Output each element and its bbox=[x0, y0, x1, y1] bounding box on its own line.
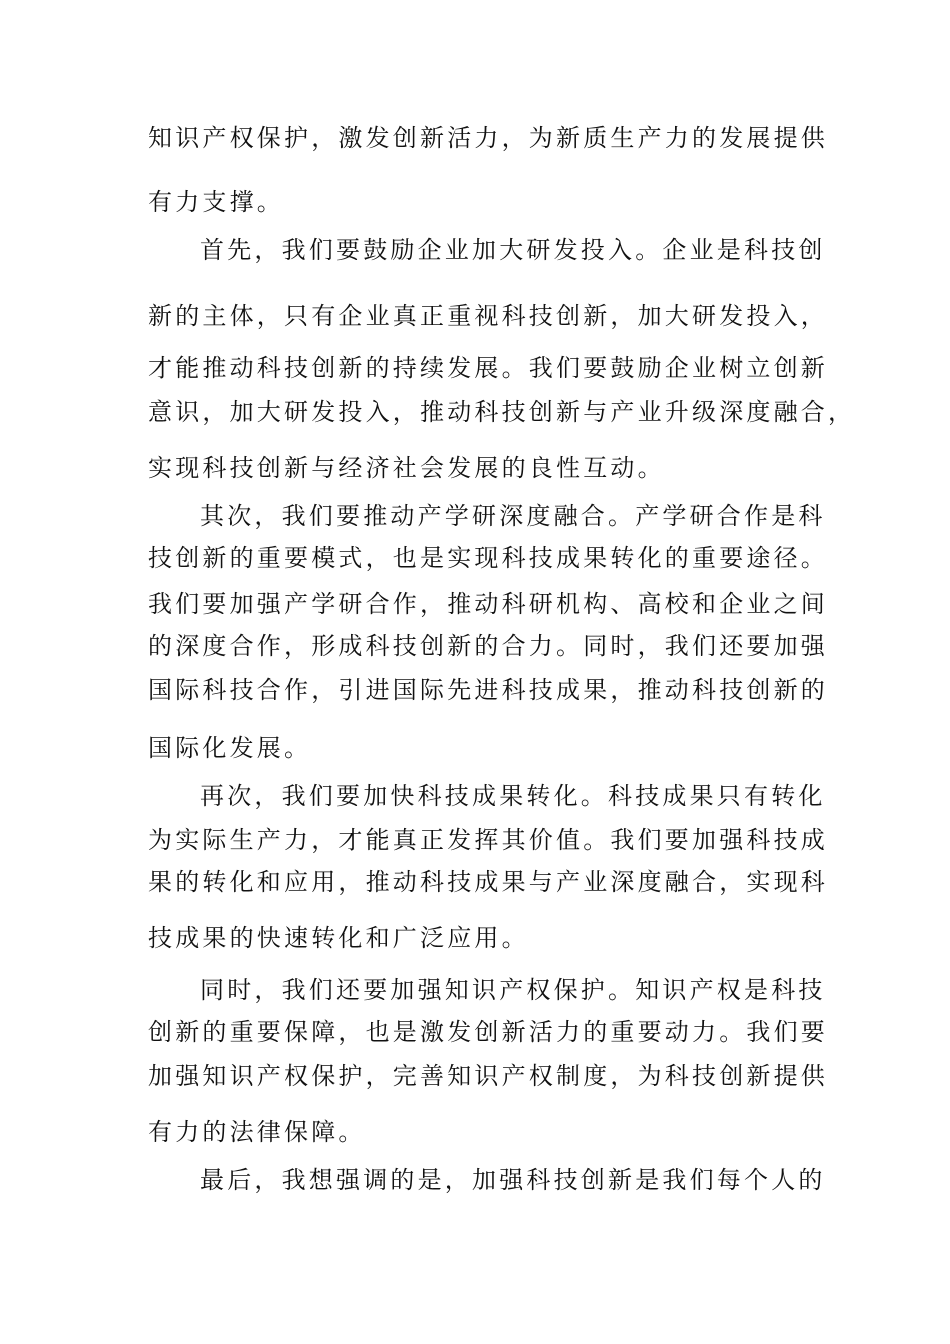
paragraph-start-line: 其次，我们要推动产学研深度融合。产学研合作是科 bbox=[200, 502, 826, 530]
text-line: 实现科技创新与经济社会发展的良性互动。 bbox=[148, 454, 665, 482]
text-line: 意识，加大研发投入，推动科技创新与产业升级深度融合， bbox=[148, 398, 856, 426]
text-line: 技成果的快速转化和广泛应用。 bbox=[148, 924, 529, 952]
paragraph-start-line: 同时，我们还要加强知识产权保护。知识产权是科技 bbox=[200, 976, 826, 1004]
text-line: 加强知识产权保护，完善知识产权制度，为科技创新提供 bbox=[148, 1062, 828, 1090]
text-line: 创新的重要保障，也是激发创新活力的重要动力。我们要 bbox=[148, 1018, 828, 1046]
text-line: 才能推动科技创新的持续发展。我们要鼓励企业树立创新 bbox=[148, 354, 828, 382]
text-line: 我们要加强产学研合作，推动科研机构、高校和企业之间 bbox=[148, 590, 828, 618]
text-line: 技创新的重要模式，也是实现科技成果转化的重要途径。 bbox=[148, 544, 828, 572]
text-line: 为实际生产力，才能真正发挥其价值。我们要加强科技成 bbox=[148, 826, 828, 854]
paragraph-start-line: 首先，我们要鼓励企业加大研发投入。企业是科技创 bbox=[200, 236, 826, 264]
text-line: 果的转化和应用，推动科技成果与产业深度融合，实现科 bbox=[148, 868, 828, 896]
text-line: 国际化发展。 bbox=[148, 734, 312, 762]
paragraph-start-line: 再次，我们要加快科技成果转化。科技成果只有转化 bbox=[200, 782, 826, 810]
text-line: 知识产权保护，激发创新活力，为新质生产力的发展提供 bbox=[148, 124, 828, 152]
text-line: 新的主体，只有企业真正重视科技创新，加大研发投入， bbox=[148, 302, 828, 330]
text-line: 的深度合作，形成科技创新的合力。同时，我们还要加强 bbox=[148, 632, 828, 660]
paragraph-start-line: 最后，我想强调的是，加强科技创新是我们每个人的 bbox=[200, 1166, 826, 1194]
text-line: 有力支撑。 bbox=[148, 188, 284, 216]
text-line: 国际科技合作，引进国际先进科技成果，推动科技创新的 bbox=[148, 676, 828, 704]
text-line: 有力的法律保障。 bbox=[148, 1118, 366, 1146]
